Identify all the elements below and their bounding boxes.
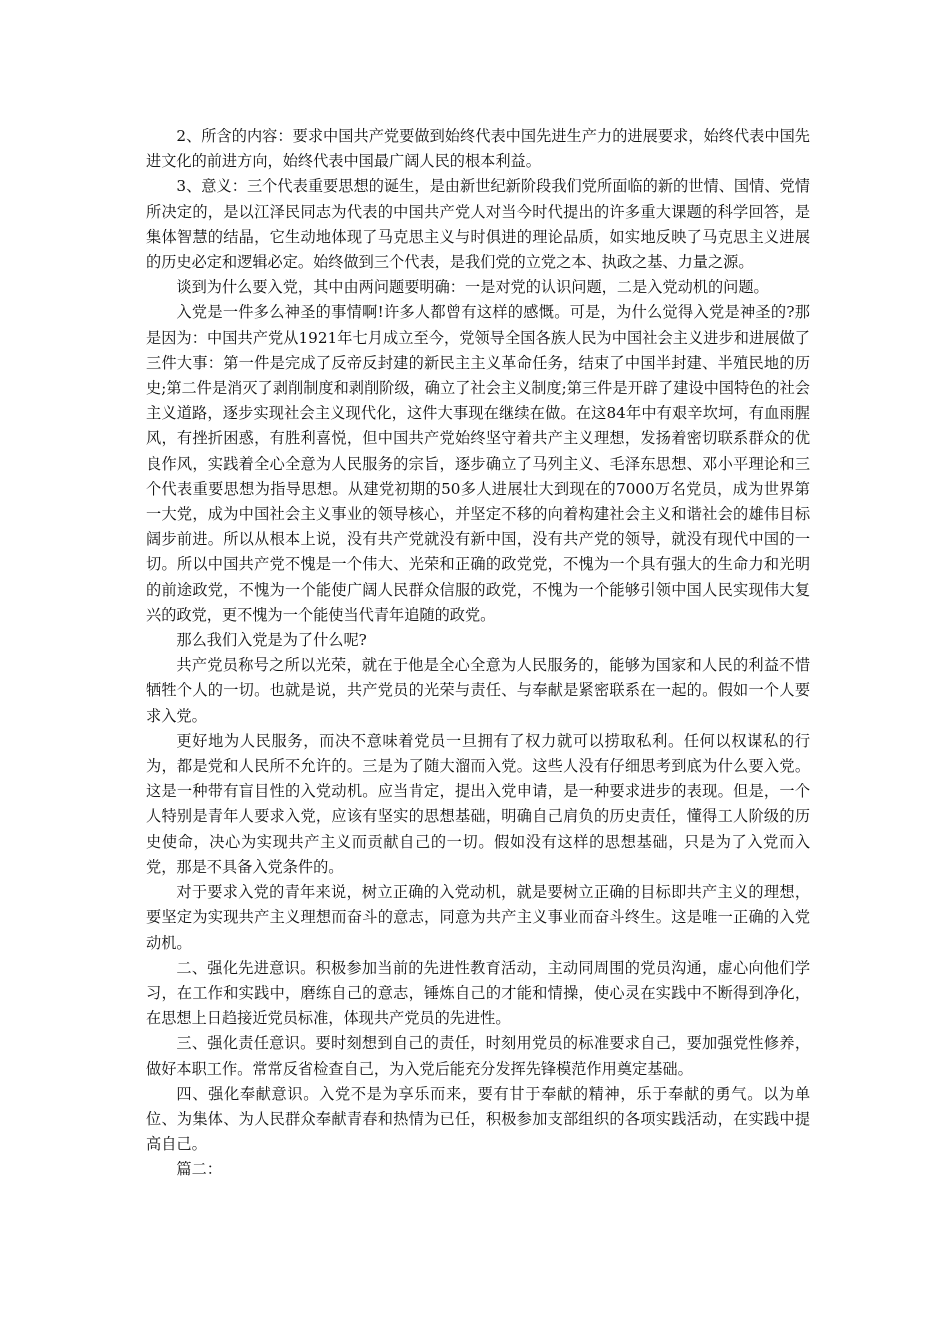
paragraph-significance: 3、意义：三个代表重要思想的诞生，是由新世纪新阶段我们党所面临的新的世情、国情、党情所决定的，是以江泽民同志为代表的中国共产党人对当今时代提出的许多重大课题的科学回答，是集体智慧的结晶，它生动地体现了马克思主义与时俱进的理论品质，如实地反映了马克思主义进展的历史必定和逻辑必定。始终做到三个代表，是我们党的立党之本、执政之基、力量之源。 <box>146 177 810 272</box>
paragraph-question: 那么我们入党是为了什么呢? <box>176 631 367 650</box>
paragraph-serve-people: 更好地为人民服务，而决不意味着党员一旦拥有了权力就可以捞取私利。任何以权谋私的行为，都是党和人民所不允许的。三是为了随大溜而入党。这些人没有仔细思考到底为什么要入党。这是一种带有盲目性的入党动机。应当肯定，提出入党申请，是一种要求进步的表现。但是，一个人特别是青年人要求入党，应该有坚实的思想基础，明确自己肩负的历史责任，懂得工人阶级的历史使命，决心为实现共产主义而贡献自己的一切。假如没有这样的思想基础，只是为了入党而入党，那是不具备入党条件的。 <box>146 731 810 876</box>
paragraph-dedication-awareness: 四、强化奉献意识。入党不是为享乐而来，要有甘于奉献的精神，乐于奉献的勇气。以为单位、为集体、为人民群众奉献青春和热情为已任，积极参加支部组织的各项实践活动，在实践中提高自己。 <box>146 1084 810 1154</box>
paragraph-advanced-awareness: 二、强化先进意识。积极参加当前的先进性教育活动，主动同周围的党员沟通，虚心向他们学习，在工作和实践中，磨练自己的意志，锤炼自己的才能和情操，使心灵在实践中不断得到净化，在思想上日趋接近党员标准，体现共产党员的先进性。 <box>146 958 810 1028</box>
paragraph-content: 2、所含的内容：要求中国共产党要做到始终代表中国先进生产力的进展要求，始终代表中国先进文化的前进方向，始终代表中国最广阔人民的根本利益。 <box>146 127 810 171</box>
paragraph-honor: 共产党员称号之所以光荣，就在于他是全心全意为人民服务的，能够为国家和人民的利益不惜牺牲个人的一切。也就是说，共产党员的光荣与责任、与奉献是紧密联系在一起的。假如一个人要求入党。 <box>146 656 810 725</box>
section-heading-part-two: 篇二： <box>176 1160 222 1179</box>
paragraph-sacred: 入党是一件多么神圣的事情啊!许多人都曾有这样的感慨。可是，为什么觉得入党是神圣的?那是因为：中国共产党从1921年七月成立至今，党领导全国各族人民为中国社会主义进步和进展做了三件大事：第一件是完成了反帝反封建的新民主主义革命任务，结束了中国半封建、半殖民地的历史;第二件是消灭了剥削制度和剥削阶级，确立了社会主义制度;第三件是开辟了建设中国特色的社会主义道路，逐步实现社会主义现代化，这件大事现在继续在做。在这84年中有艰辛坎坷，有血雨腥风，有挫折困惑，有胜利喜悦，但中国共产党始终坚守着共产主义理想，发扬着密切联系群众的优良作风，实践着全心全意为人民服务的宗旨，逐步确立了马列主义、毛泽东思想、邓小平理论和三个代表重要思想为指导思想。从建党初期的50多人进展壮大到现在的7000万名党员，成为世界第一大党，成为中国社会主义事业的领导核心，并坚定不移的向着构建社会主义和谐社会的雄伟目标阔步前进。所以从根本上说，没有共产党就没有新中国，没有共产党的领导，就没有现代中国的一切。所以中国共产党不愧是一个伟大、光荣和正确的政党党，不愧为一个具有强大的生命力和光明的前途政党，不愧为一个能使广阔人民群众信服的政党，不愧为一个能够引领中国人民实现伟大复兴的政党，更不愧为一个能使当代青年追随的政党。 <box>146 303 810 624</box>
paragraph-why-join: 谈到为什么要入党，其中由两问题要明确：一是对党的认识问题，二是入党动机的问题。 <box>176 278 769 297</box>
paragraph-responsibility-awareness: 三、强化责任意识。要时刻想到自己的责任，时刻用党员的标准要求自己，要加强党性修养，做好本职工作。常常反省检查自己，为入党后能充分发挥先锋模范作用奠定基础。 <box>146 1034 810 1078</box>
document-body <box>146 124 810 1183</box>
paragraph-motivation: 对于要求入党的青年来说，树立正确的入党动机，就是要树立正确的目标即共产主义的理想，要坚定为实现共产主义理想而奋斗的意志，同意为共产主义事业而奋斗终生。这是唯一正确的入党动机。 <box>146 883 810 952</box>
